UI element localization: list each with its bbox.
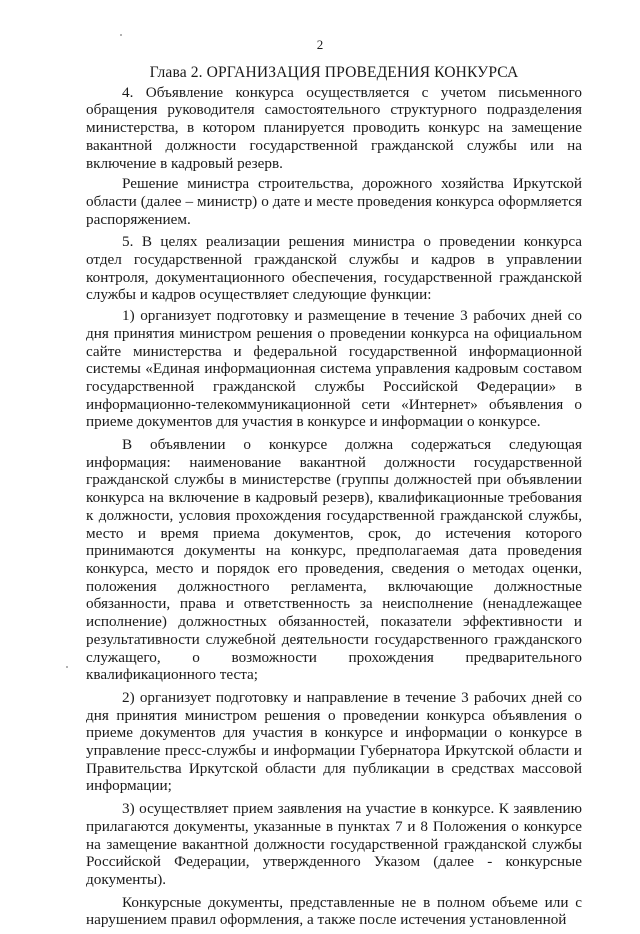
paragraph-function-3: 3) осуществляет прием заявления на участие в конкурсе. К заявлению прилагаются документы, указанные в пунктах 7 и 8 Положения о конкурсе на замещение вакантной должности государственной гражданской службы Российской Федерации, утвержденного Указом (далее - конкурсные документы). bbox=[86, 800, 582, 888]
scan-speck bbox=[120, 34, 122, 36]
paragraph-incomplete-documents: Конкурсные документы, представленные не в полном объеме или с нарушением правил оформления, а также после истечения установленной bbox=[86, 893, 582, 929]
paragraph-announcement-contents: В объявлении о конкурсе должна содержаться следующая информация: наименование вакантной должности государственной гражданской службы в министерстве (группы должностей при объявлении конкурса на включение в кадровый резерв), квалификационные требования к должности, условия прохождения государственной гражданской службы, место и время приема документов, срок, до истечения которого принимаются документы на конкурс, предполагаемая дата проведения конкурса, место и порядок его проведения, сведения о методах оценки, положения должностного регламента, включающие должностные обязанности, права и ответственность за неисполнение (ненадлежащее исполнение) должностных обязанностей, показатели эффективности и результативности служебной деятельности государственного гражданского служащего, о возможности прохождения предварительного квалификационного теста; bbox=[86, 436, 582, 684]
document-body bbox=[86, 64, 582, 934]
paragraph-4-announcement: 4. Объявление конкурса осуществляется с учетом письменного обращения руководителя самостоятельного структурного подразделения министерства, в котором планируется проводить конкурс на замещение вакантной должности государственной гражданской службы или на включение в кадровый резерв. bbox=[86, 83, 582, 172]
chapter-title: Глава 2. ОРГАНИЗАЦИЯ ПРОВЕДЕНИЯ КОНКУРСА bbox=[149, 64, 519, 81]
paragraph-function-1: 1) организует подготовку и размещение в течение 3 рабочих дней со дня принятия министром решения о проведении конкурса на официальном сайте министерства и федеральной государственной информационной системы «Единая информационная система управления кадровым составом государственной гражданской службы Российской Федерации» в информационно-телекоммуникационной сети «Интернет» объявления о приеме документов для участия в конкурсе и информации о конкурсе. bbox=[86, 307, 582, 431]
paragraph-minister-decision: Решение министра строительства, дорожного хозяйства Иркутской области (далее – министр) о дате и месте проведения конкурса оформляется распоряжением. bbox=[86, 175, 582, 228]
scan-speck bbox=[66, 666, 68, 668]
paragraph-5-functions: 5. В целях реализации решения министра о проведении конкурса отдел государственной гражданской службы и кадров в управлении контроля, документационного обеспечения, государственной гражданской службы и кадров осуществляет следующие функции: bbox=[86, 233, 582, 304]
page-number: 2 bbox=[316, 37, 324, 52]
paragraph-function-2: 2) организует подготовку и направление в течение 3 рабочих дней со дня принятия министром решения о проведении конкурса объявления о приеме документов для участия в конкурсе и информации о конкурсе в управление пресс-службы и информации Губернатора Иркутской области и Правительства Иркутской области для публикации в средствах массовой информации; bbox=[86, 688, 582, 795]
